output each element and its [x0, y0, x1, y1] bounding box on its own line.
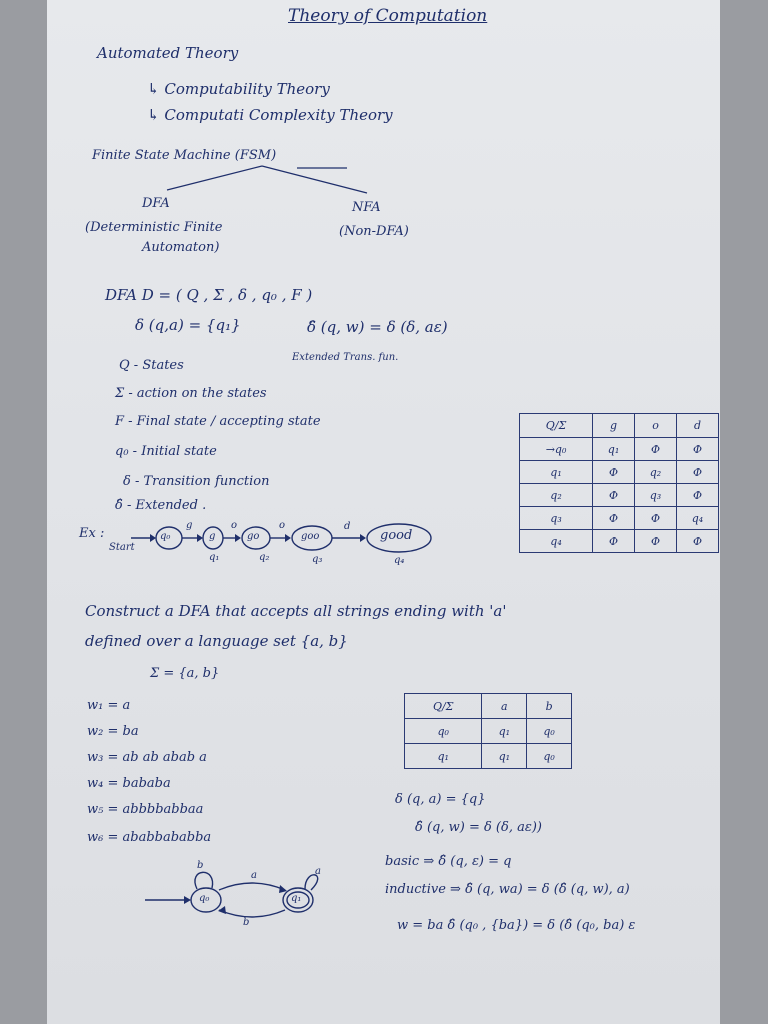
table-cell: Φ [635, 507, 677, 530]
legend-item: Σ - action on the states [115, 386, 267, 401]
transition-def: δ (q,a) = {q₁} [135, 316, 241, 334]
legend-item: q₀ - Initial state [115, 444, 217, 459]
delta-line: δ (q, a) = {q} [395, 792, 486, 807]
table-cell: →q₀ [520, 438, 593, 461]
table-cell: q₁ [482, 719, 527, 744]
construct-line-1: Construct a DFA that accepts all strings ending with 'a' [85, 602, 507, 620]
table-header-cell: Q/Σ [520, 414, 593, 438]
example-state-name: q₃ [312, 554, 323, 565]
table-cell: q₃ [635, 484, 677, 507]
example-state-label: go [247, 531, 260, 542]
table-cell: q₂ [635, 461, 677, 484]
table-cell: Φ [593, 507, 635, 530]
string-item: w₄ = bababa [87, 776, 171, 791]
extended-line: δ̂ (q, w) = δ (δ, aε)) [415, 820, 542, 835]
example-state-name: q₄ [394, 555, 405, 566]
dfa-expansion-1: (Deterministic Finite [85, 220, 223, 235]
example-edge-label: o [231, 520, 238, 531]
table-cell: Φ [676, 438, 718, 461]
table-cell: q₃ [520, 507, 593, 530]
legend-item: F - Final state / accepting state [115, 414, 321, 429]
inductive-case: inductive ⇒ δ̂ (q, wa) = δ (δ̂ (q, w), a) [385, 882, 630, 897]
dfa-edge-label: a [315, 866, 321, 877]
table-cell: q₀ [405, 719, 482, 744]
example-state-label: goo [301, 531, 320, 542]
table-cell: Φ [676, 461, 718, 484]
dfa-expansion-2: Automaton) [142, 240, 220, 255]
table-header-cell: a [482, 694, 527, 719]
notebook-page [47, 0, 720, 1024]
table-cell: q₁ [405, 744, 482, 769]
dfa-tuple: DFA D = ( Q , Σ , δ , q₀ , F ) [105, 286, 313, 304]
dfa-label: DFA [142, 196, 170, 211]
table-cell: Φ [593, 484, 635, 507]
legend-item: Q - States [119, 358, 184, 373]
dfa-edge-label: b [197, 860, 204, 871]
extended-def: δ̂ (q, w) = δ (δ, aε) [307, 318, 448, 336]
legend-item: δ̂ - Extended . [115, 498, 207, 513]
example-state-label: good [380, 528, 413, 543]
table-cell: q₀ [527, 719, 572, 744]
nfa-expansion: (Non-DFA) [339, 224, 409, 239]
table-cell: Φ [676, 484, 718, 507]
fsm-heading: Finite State Machine (FSM) [92, 148, 277, 163]
construct-dfa-diagram [47, 0, 720, 1024]
string-item: w₅ = abbbbabbaa [87, 802, 204, 817]
example-edge-label: d [344, 521, 351, 532]
example-label: Ex : [79, 526, 105, 541]
table-cell: q₂ [520, 484, 593, 507]
string-item: w₆ = ababbababba [87, 830, 212, 845]
table-cell: q₁ [520, 461, 593, 484]
table-cell: Φ [635, 530, 677, 553]
table-cell: q₄ [520, 530, 593, 553]
table-header-cell: d [676, 414, 718, 438]
example-state-label: g [209, 531, 216, 542]
table-cell: Φ [635, 438, 677, 461]
table-cell: q₄ [676, 507, 718, 530]
example-state-name: q₂ [259, 552, 270, 563]
table-cell: q₁ [593, 438, 635, 461]
basic-case: basic ⇒ δ̂ (q, ε) = q [385, 854, 512, 869]
dfa-state-label: q₁ [291, 893, 302, 904]
nfa-label: NFA [352, 200, 381, 215]
table-cell: Φ [593, 461, 635, 484]
page-title: Theory of Computation [288, 6, 488, 26]
table-header-cell: g [593, 414, 635, 438]
theory-item-complexity: ↳ Computati Complexity Theory [147, 106, 393, 124]
string-item: w₃ = ab ab abab a [87, 750, 207, 765]
example-state-name: q₁ [209, 552, 220, 563]
extended-note: Extended Trans. fun. [292, 352, 399, 363]
table-cell: Φ [593, 530, 635, 553]
construct-line-2: defined over a language set {a, b} [85, 632, 348, 650]
table-cell: q₀ [527, 744, 572, 769]
dfa-edge-label: b [243, 917, 250, 928]
example-edge-label: g [186, 520, 193, 531]
example-state-label: q₀ [160, 531, 171, 542]
start-label: Start [109, 542, 135, 553]
table-header-cell: o [635, 414, 677, 438]
string-item: w₂ = ba [87, 724, 139, 739]
table-header-cell: Q/Σ [405, 694, 482, 719]
wba-example: w = ba δ̂ (q₀ , {ba}) = δ (δ̂ (q₀, ba) ε [397, 918, 636, 933]
theory-item-computability: ↳ Computability Theory [147, 80, 330, 98]
table-header-cell: b [527, 694, 572, 719]
string-item: w₁ = a [87, 698, 131, 713]
example-edge-label: o [279, 520, 286, 531]
table-cell: Φ [676, 530, 718, 553]
sigma-def: Σ = {a, b} [150, 666, 220, 681]
dfa-state-label: q₀ [199, 893, 210, 904]
automated-theory-heading: Automated Theory [97, 44, 239, 62]
table-cell: q₁ [482, 744, 527, 769]
legend-item: δ - Transition function [123, 474, 270, 489]
dfa-edge-label: a [251, 870, 257, 881]
